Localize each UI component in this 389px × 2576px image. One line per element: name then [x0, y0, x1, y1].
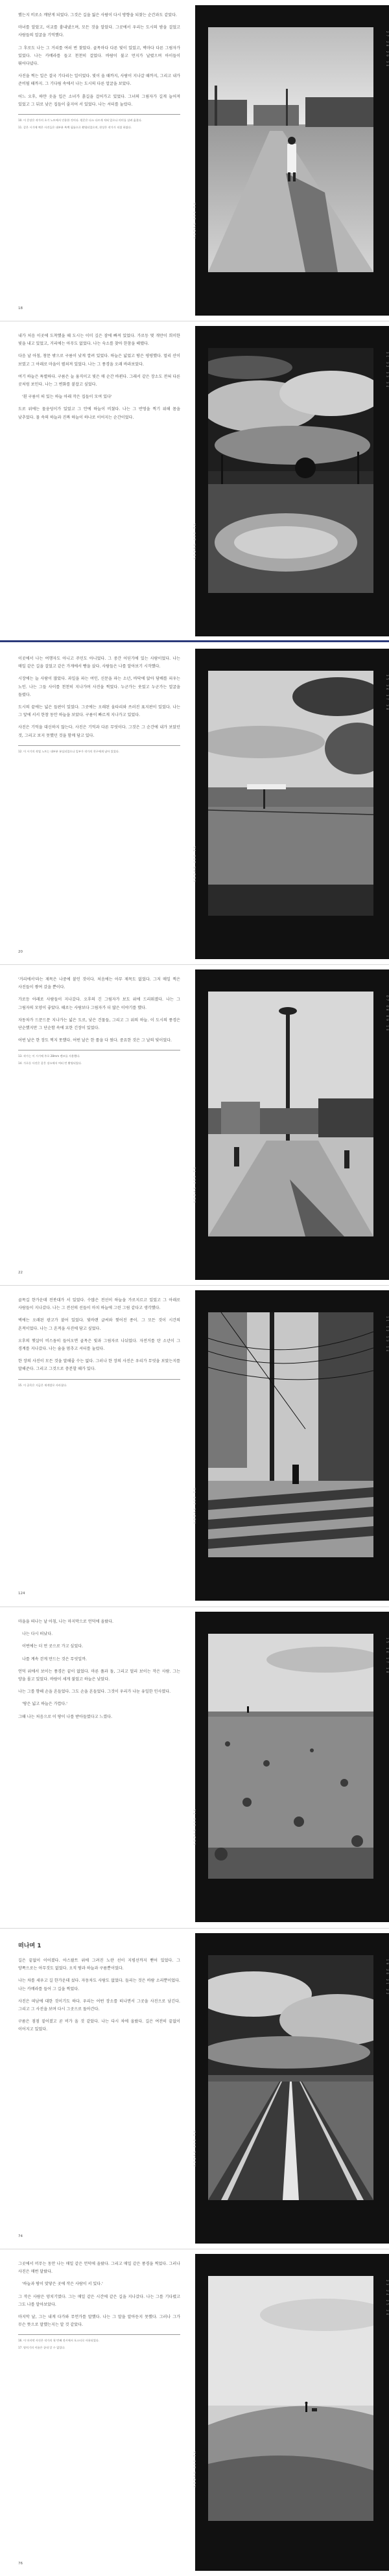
film-frame — [195, 1612, 389, 1922]
paragraph: 어떤 날은 한 장도 찍지 못했다. 어떤 날은 한 롤을 다 썼다. 중요한 것은 그 날의 빛이었다. — [18, 1038, 172, 1043]
page-number: 22 — [18, 1271, 23, 1275]
film-edge-code: 19 20 21 22 — [386, 1959, 389, 1997]
page-number: 18 — [18, 307, 23, 310]
text-page — [18, 12, 180, 310]
film-frame — [195, 1290, 389, 1601]
paragraph: '거리에서'라는 제목은 나중에 붙인 것이다. 처음에는 아무 제목도 없었다. 그저 매일 찍은 사진들이 쌓여 갔을 뿐이다. — [18, 977, 180, 990]
text-page — [18, 1297, 180, 1595]
paragraph: 마을을 떠나는 날 아침, 나는 마지막으로 언덕에 올랐다. — [18, 1619, 113, 1624]
film-frame — [195, 5, 389, 316]
page-edge-band — [0, 640, 389, 642]
film-frame — [195, 326, 389, 636]
paragraph: 사진은 기억을 대신하지 않는다. 사진은 기억과 다른 무엇이다. 그것은 그 순간에 내가 보았던 것, 그리고 보지 못했던 것을 함께 담고 있다. — [18, 725, 180, 738]
spread-1 — [0, 0, 389, 321]
paragraph: 도시의 끝에는 넓은 들판이 있었다. 그곳에는 오래된 울타리와 쓰러진 표지판이 있었다. 나는 그 앞에 서서 한참 동안 하늘을 보았다. 구름이 빠르게 지나가고 있었다. — [18, 705, 180, 718]
quote: 나는 다시 떠났다. — [22, 1632, 53, 1637]
paragraph: 한 장의 사진이 모든 것을 말해줄 수는 없다. 그러나 한 장의 사진은 우리가 무엇을 보았는지를 말해준다. 그리고 그것으로 충분할 때가 있다. — [18, 1359, 180, 1372]
film-edge-label: KODAK 400 TX — [194, 1808, 197, 1845]
paragraph: 어느 오후, 하얀 옷을 입은 소녀가 흙길을 걸어가고 있었다. 그녀의 그림자가 길게 늘어져 있었고 그 뒤로 낮은 집들이 줄지어 서 있었다. 나는 셔터를 눌렀다. — [18, 94, 180, 107]
footnote: 11. 같은 시기에 찍은 사진들은 대부분 흑백 필름으로 촬영되었으며, 현상은 작가가 직접 하였다. — [18, 125, 132, 129]
quote: 나를 계속 걷게 만드는 것은 무엇일까. — [22, 1656, 87, 1662]
film-edge-code: 11 12 13 14 — [386, 1316, 389, 1354]
paragraph: 벽에는 오래된 광고가 붙어 있었다. 빛바랜 글씨와 찢어진 종이. 그 모든 것이 시간의 흔적이었다. 나는 그 흔적을 사진에 담고 싶었다. — [18, 1318, 180, 1331]
film-edge-code: 27 28 29 30 — [386, 31, 389, 69]
paragraph: 나는 차를 세우고 길 한가운데 섰다. 자동차도 사람도 없었다. 들리는 것은 바람 소리뿐이었다. 나는 카메라를 들어 그 길을 찍었다. — [18, 1978, 180, 1991]
page-number: 74 — [18, 2234, 23, 2238]
film-frame — [195, 2254, 389, 2571]
film-edge-code: 15 16 17 18 — [386, 1638, 389, 1675]
film-edge-label: KODAK 400 TX — [194, 2129, 197, 2166]
photo-wires-and-shadows — [208, 1312, 373, 1557]
paragraph: 이곳에서 나는 여행자도 아니고 주민도 아니었다. 그 중간 어딘가에 있는 사람이었다. 나는 매일 같은 길을 걸었고 같은 가게에서 빵을 샀다. 사람들은 나를 알아보기 시작했다. — [18, 656, 180, 669]
spread-4 — [0, 964, 389, 1285]
paragraph: 여기 하늘은 특별하다. 구름은 늘 움직이고 빛은 매 순간 바뀐다. 그래서 같은 장소도 전혀 다른 곳처럼 보인다. 나는 그 변화를 붙잡고 싶었다. — [18, 374, 180, 388]
film-edge-code: 35 36 37 38 — [386, 675, 389, 712]
film-edge-code: 07 08 09 10 — [386, 995, 389, 1033]
spread-5 — [0, 1285, 389, 1606]
footnote: 14. 가로등 사진은 같은 장소에서 여러 번 촬영되었다. — [18, 1061, 82, 1065]
film-edge-code: 23 24 25 26 — [386, 2280, 389, 2317]
photo-field-with-fence — [208, 671, 373, 916]
footnote: 15. 이 골목은 지금은 재개발로 사라졌다. — [18, 1383, 67, 1387]
paragraph: 그곳에서 머무는 동안 나는 매일 같은 언덕에 올랐다. 그리고 매일 같은 풍경을 찍었다. 그러나 사진은 매번 달랐다. — [18, 2262, 180, 2275]
quote: '흰 구름이 떠 있는 하늘 아래 작은 집들이 모여 있다' — [22, 395, 112, 400]
text-page — [18, 1618, 180, 1917]
text-page — [18, 655, 180, 954]
footnote-divider — [18, 114, 180, 115]
paragraph: 가로등 아래로 사람들이 지나갔다. 오후의 긴 그림자가 보도 위에 드리워졌다. 나는 그 그림자의 모양이 좋았다. 때로는 사람보다 그림자가 더 많은 이야기를 했다. — [18, 997, 180, 1010]
quote: 이번에는 더 먼 곳으로 가고 싶었다. — [22, 1644, 84, 1649]
film-frame — [195, 649, 389, 959]
paragraph: 했는지 비로소 깨닫게 되었다. 그것은 길을 잃은 사람이 다시 방향을 되찾는 순간과도 같았다. — [18, 13, 177, 17]
film-frame — [195, 969, 389, 1280]
photo-clouds-and-puddle — [208, 348, 373, 593]
paragraph: 마지막 날, 그는 내게 다가와 무언가를 말했다. 나는 그 말을 알아듣지 못했다. 그러나 그가 무슨 뜻으로 말했는지는 알 것 같았다. — [18, 2315, 180, 2328]
paragraph: 사진을 찍는 일은 결국 기다리는 일이었다. 빛이 올 때까지, 사람이 지나갈 때까지, 그리고 내가 준비될 때까지. 그 기다림 속에서 나는 도시의 다른 얼굴을 보았다. — [18, 74, 180, 87]
photo-hillside-figures — [208, 2276, 373, 2521]
film-edge-label: KODAK 400 TX — [194, 202, 197, 238]
page-number: 124 — [18, 1592, 25, 1595]
paragraph: 나는 그를 향해 손을 흔들었다. 그도 손을 흔들었다. 그것이 우리가 나눈 유일한 인사였다. — [18, 1689, 171, 1695]
film-edge-label: KODAK 400 TX — [194, 522, 197, 559]
page-number: 76 — [18, 2562, 23, 2566]
film-edge-label: KODAK 400 TX — [194, 845, 197, 882]
quote: '하늘과 땅이 맞닿은 곳에 작은 사람이 서 있다.' — [22, 2282, 103, 2287]
footnote: 13. 작가는 이 시기에 주로 28mm 렌즈를 사용했다. — [18, 1054, 80, 1058]
text-page — [18, 2260, 180, 2566]
film-edge-label: KODAK 400 TX — [194, 1487, 197, 1524]
text-page — [18, 332, 180, 631]
footnote: 17. 양치기의 이름은 끝내 알 수 없었다. — [18, 2345, 65, 2349]
paragraph: 그 작은 사람은 양치기였다. 그는 매일 같은 시간에 같은 길을 지나갔다. 나는 그를 기다렸고 그도 나를 알아보았다. — [18, 2294, 180, 2307]
film-edge-label: KODAK 400 TX — [194, 2450, 197, 2487]
section-heading: 떠나며 1 — [18, 1943, 41, 1949]
text-page — [18, 976, 180, 1275]
paragraph: 언덕 위에서 보이는 풍경은 끝이 없었다. 마른 풀과 돌, 그리고 멀리 보이는 작은 사람. 그는 양을 몰고 있었다. 바람이 세게 불었고 하늘은 낮았다. — [18, 1669, 180, 1682]
paragraph: 골목길 한가운데 전봇대가 서 있었다. 수많은 전선이 하늘을 가로지르고 있었고 그 아래로 사람들이 지나갔다. 나는 그 전선의 선들이 마치 하늘에 그린 그림 같다고 생각했다. — [18, 1298, 180, 1311]
paragraph: 내가 처음 이곳에 도착했을 때 도시는 이미 깊은 잠에 빠져 있었다. 가로등 몇 개만이 희미한 빛을 내고 있었고, 거리에는 아무도 없었다. 나는 숙소를 찾아 한참을 헤맸다. — [18, 334, 180, 347]
paragraph: 마녀를 알았고, 이교를 흉내냈으며, 모든 것을 알았다. 그곳에서 우리는 도시의 밤을 걸었고 사람들의 얼굴을 기억했다. — [18, 25, 180, 38]
film-edge-label: KODAK 400 TX — [194, 1166, 197, 1203]
spread-6 — [0, 1607, 389, 1927]
spread-8 — [0, 2249, 389, 2576]
photo-girl-on-dirt-road — [208, 27, 373, 272]
footnote: 12. 이 시기의 작업 노트는 대부분 분실되었으나 일부가 작가의 친구에게 남아 있었다. — [18, 749, 120, 753]
paragraph: 도로 위에는 물웅덩이가 있었고 그 안에 하늘이 비쳤다. 나는 그 반영을 찍기 위해 몸을 낮추었다. 물 속의 하늘과 진짜 하늘이 하나로 이어지는 순간이었다. — [18, 407, 180, 420]
photo-rocky-field — [208, 1634, 373, 1879]
paragraph: 그 후로도 나는 그 거리를 여러 번 찾았다. 골목마다 다른 빛이 있었고, 벽마다 다른 그림자가 있었다. 나는 카메라를 들고 천천히 걸었다. 바람이 불고 먼지가 날렸으며 아이들이 뛰어다녔다. — [18, 45, 180, 67]
footnote-divider — [18, 1379, 180, 1380]
paragraph: 구름은 점점 짙어졌고 곧 비가 올 것 같았다. 나는 다시 차에 올랐다. 길은 여전히 끝없이 이어지고 있었다. — [18, 2019, 180, 2032]
footnote-divider — [18, 2334, 180, 2335]
footnote: 16. 이 마지막 사진은 작가의 첫 번째 전시에서 포스터로 사용되었다. — [18, 2339, 100, 2343]
paragraph: 길은 끝없이 이어졌다. 아스팔트 위에 그려진 노란 선이 지평선까지 뻗어 있었다. 그 양쪽으로는 아무것도 없었다. 오직 땅과 하늘과 구름뿐이었다. — [18, 1958, 180, 1971]
paragraph: 오후의 햇살이 비스듬히 들어오면 골목은 빛과 그림자로 나뉘었다. 자전거를 탄 소년이 그 경계를 지나갔다. 나는 숨을 멈추고 셔터를 눌렀다. — [18, 1338, 180, 1352]
spread-7 — [0, 1928, 389, 2249]
film-edge-code: 31 32 33 34 — [386, 352, 389, 389]
spread-3 — [0, 644, 389, 964]
photo-open-road — [208, 1955, 373, 2200]
paragraph: 그때 나는 처음으로 이 땅이 나를 받아들였다고 느꼈다. — [18, 1714, 113, 1719]
paragraph: 사진은 떠남에 대한 것이기도 하다. 우리는 어떤 장소를 떠나면서 그곳을 사진으로 남긴다. 그리고 그 사진을 보며 다시 그곳으로 돌아간다. — [18, 1999, 180, 2012]
paragraph: 자동차가 드문드문 지나가는 넓은 도로, 낮은 건물들, 그리고 그 위의 하늘. 이 도시의 풍경은 단순했지만 그 단순함 속에 묘한 긴장이 있었다. — [18, 1017, 180, 1031]
footnote-divider — [18, 745, 180, 746]
film-frame — [195, 1933, 389, 2244]
footnote: 10. 이 문장은 작가의 초기 노트에서 인용한 것이다. 원문은 다소 다르게 적혀 있으나 의미를 살려 옮겼다. — [18, 119, 143, 122]
spread-2 — [0, 321, 389, 642]
page-number: 20 — [18, 950, 23, 954]
paragraph: 다음 날 아침, 창문 밖으로 구름이 낮게 깔려 있었다. 하늘은 넓었고 땅은 평평했다. 멀리 산이 보였고 그 아래로 마을이 펼쳐져 있었다. 나는 그 풍경을 오래 바라보았다. — [18, 354, 180, 367]
text-page — [18, 1940, 180, 2238]
photo-street-lamp — [208, 992, 373, 1236]
quote: '땅은 넓고 하늘은 가깝다.' — [22, 1702, 67, 1707]
paragraph: 시장에는 늘 사람이 많았다. 과일을 파는 여인, 신문을 파는 소년, 바닥에 앉아 담배를 피우는 노인. 나는 그들 사이를 천천히 지나가며 사진을 찍었다. 누군가는 웃었고 누군가는 얼굴을 돌렸다. — [18, 677, 180, 697]
